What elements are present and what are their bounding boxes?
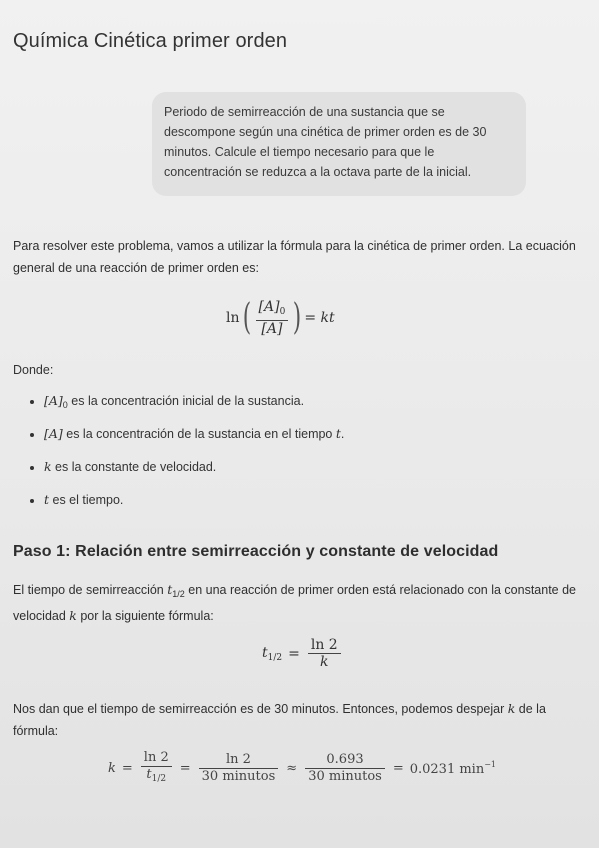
list-item: k es la constante de velocidad.: [0, 456, 599, 489]
list-item: [A] es la concentración de la sustancia en el tiempo t.: [0, 423, 599, 456]
fraction-0693-over-30: $\frac{0.693}{\text{30 minutos}}$: [305, 752, 385, 785]
bullet-dot: [30, 400, 34, 404]
half-life-formula: [262, 637, 343, 670]
half-life-symbol: $t_{1/2}$: [262, 644, 283, 663]
approx-sign: ≈: [286, 761, 298, 776]
page-title: Química Cinética primer orden: [13, 30, 288, 52]
rate-constant-symbol: k: [108, 761, 116, 776]
bullet-dot: [30, 499, 34, 503]
equals-sign: =: [288, 645, 300, 662]
question-text: Periodo de semirreacción de una sustancia que se descompone según una cinética de primer orden es de 30 minutos. Calcule el tiempo necesario para que le concentración se reduzca a la octava parte de la inicial.: [164, 105, 487, 179]
list-item: t es el tiempo.: [0, 489, 599, 522]
equation-rhs: = kt: [304, 310, 335, 326]
step1-paragraph: El tiempo de semirreacción $t_{1/2}$ en una reacción de primer orden está relacionado con la constante de velocidad k por la siguiente fórmula:: [13, 582, 577, 623]
list-item: $[A]_0$ es la concentración inicial de la sustancia.: [0, 390, 599, 423]
donde-label: Donde:: [13, 363, 54, 377]
fraction-numerator: $[A]_0$: [258, 299, 286, 317]
concentration-fraction: [256, 299, 289, 337]
definitions-list: [0, 390, 599, 522]
fraction-ln2-over-thalf: $\frac{\ln 2}{t_{1/2}}$: [141, 750, 172, 787]
step1-paragraph-2: Nos dan que el tiempo de semirreacción es de 30 minutos. Entonces, podemos despejar k de la fórmula:: [13, 701, 546, 738]
first-order-equation: [226, 293, 335, 343]
fraction-denominator: k: [320, 654, 329, 670]
rate-constant-formula: [108, 750, 496, 787]
half-life-fraction: [308, 637, 341, 670]
right-paren: ): [293, 297, 302, 338]
fraction-ln2-over-30: $\frac{\ln 2}{\text{30 minutos}}$: [199, 752, 279, 785]
fraction-denominator: [A]: [261, 321, 283, 337]
intro-paragraph: Para resolver este problema, vamos a utilizar la fórmula para la cinética de primer orden. La ecuación general de una reacción de primer orden es:: [13, 239, 576, 275]
left-paren: (: [242, 297, 251, 338]
ln-operator: ln: [226, 310, 240, 326]
bullet-dot: [30, 466, 34, 470]
equals-sign: =: [392, 761, 404, 776]
question-bubble: [152, 92, 526, 196]
step1-heading: Paso 1: Relación entre semirreacción y constante de velocidad: [13, 543, 499, 560]
fraction-numerator: ln 2: [310, 637, 338, 653]
bullet-dot: [30, 433, 34, 437]
rate-constant-result: 0.0231 $\min^{-1}$: [409, 760, 497, 777]
equals-sign: =: [179, 761, 191, 776]
equals-sign: =: [121, 761, 133, 776]
